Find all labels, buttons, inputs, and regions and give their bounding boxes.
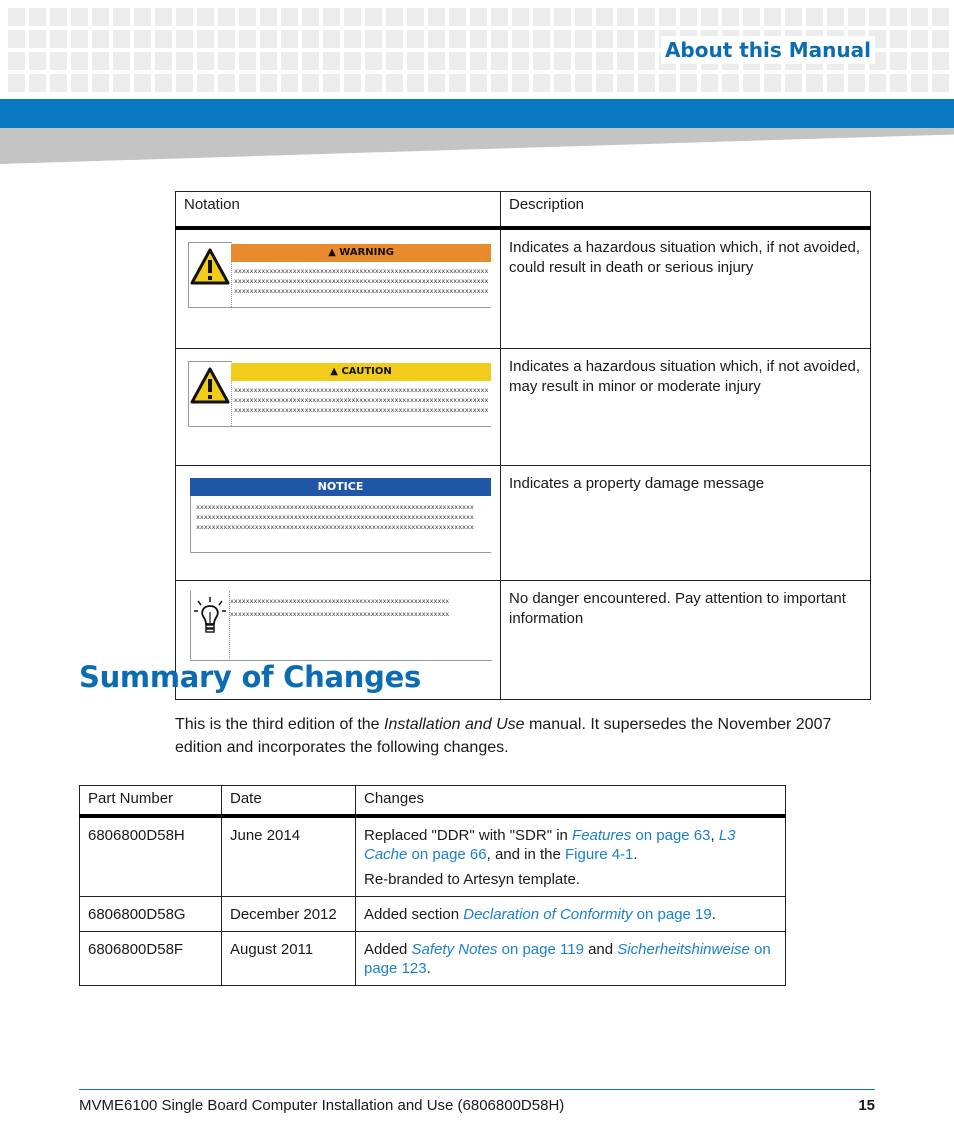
link-page[interactable]: on page 19 bbox=[632, 906, 712, 923]
tip-sample bbox=[190, 591, 492, 661]
header-gray-band bbox=[0, 128, 954, 164]
changes-text: Added section bbox=[364, 906, 464, 923]
changes-text: and bbox=[583, 941, 618, 958]
notice-sample bbox=[190, 478, 491, 542]
link-title[interactable]: Safety Notes bbox=[411, 941, 498, 958]
date-cell: December 2012 bbox=[222, 897, 356, 932]
placeholder-line: xxxxxxxxxxxxxxxxxxxxxxxxxxxxxxxxxxxxxxxxxxxxxxxxxxxxxxxxxxxxxxxxx bbox=[234, 277, 489, 285]
caution-sample bbox=[188, 361, 491, 427]
safety-notes-link[interactable] bbox=[412, 941, 584, 958]
notice-notation-cell bbox=[176, 466, 501, 581]
link-title[interactable]: Features bbox=[572, 827, 632, 844]
intro-text: This is the third edition of the bbox=[175, 716, 384, 733]
page-number: 15 bbox=[858, 1097, 875, 1114]
link-title[interactable]: L3 Cache bbox=[364, 827, 736, 863]
placeholder-line: xxxxxxxxxxxxxxxxxxxxxxxxxxxxxxxxxxxxxxxxxxxxxxxxxxxxxxxxxxxxxxxxxxxxxxx bbox=[196, 503, 474, 511]
caution-placeholder-text bbox=[234, 385, 491, 415]
description-column-header: Description bbox=[501, 192, 871, 229]
changes-text: . bbox=[633, 846, 638, 863]
lightbulb-icon bbox=[192, 595, 228, 639]
link-page[interactable]: on page 119 bbox=[497, 941, 584, 958]
changes-text: Replaced "DDR" with "SDR" in bbox=[364, 827, 573, 844]
notice-placeholder-text bbox=[196, 502, 491, 532]
header-blue-band bbox=[0, 99, 954, 128]
intro-text: manual. It supersedes the November 2007 edition and incorporates the following changes. bbox=[175, 716, 832, 756]
changes-text: . bbox=[426, 960, 431, 977]
part-number-cell: 6806800D58F bbox=[80, 932, 222, 986]
tip-icon-frame bbox=[190, 591, 230, 659]
notation-table bbox=[175, 191, 871, 700]
caution-description: Indicates a hazardous situation which, if not avoided, may result in minor or moderate injury bbox=[501, 349, 871, 466]
tip-placeholder-text bbox=[230, 595, 470, 621]
caution-triangle-frame bbox=[188, 361, 232, 426]
placeholder-line: xxxxxxxxxxxxxxxxxxxxxxxxxxxxxxxxxxxxxxxxxxxxxxxxxxxxxxxx bbox=[230, 610, 450, 618]
table-row bbox=[80, 897, 786, 932]
placeholder-line: xxxxxxxxxxxxxxxxxxxxxxxxxxxxxxxxxxxxxxxxxxxxxxxxxxxxxxxxxxxxxxxxx bbox=[234, 287, 489, 295]
link-title[interactable]: Declaration of Conformity bbox=[463, 906, 633, 923]
sample-border bbox=[188, 307, 491, 308]
footer-document-title: MVME6100 Single Board Computer Installation and Use (6806800D58H) bbox=[79, 1097, 565, 1114]
warning-small-icon: ▲ bbox=[328, 247, 336, 258]
changes-paragraph bbox=[364, 826, 777, 864]
placeholder-line: xxxxxxxxxxxxxxxxxxxxxxxxxxxxxxxxxxxxxxxxxxxxxxxxxxxxxxxxxxxxxxxxx bbox=[234, 396, 489, 404]
table-row bbox=[176, 349, 871, 466]
changes-text: , and in the bbox=[486, 846, 566, 863]
caution-label: CAUTION bbox=[341, 366, 392, 377]
notice-description: Indicates a property damage message bbox=[501, 466, 871, 581]
placeholder-line: xxxxxxxxxxxxxxxxxxxxxxxxxxxxxxxxxxxxxxxxxxxxxxxxxxxxxxxxxxxxxxxxx bbox=[234, 386, 489, 394]
date-header: Date bbox=[222, 786, 356, 817]
caution-label-bar bbox=[231, 363, 491, 381]
warning-sample bbox=[188, 242, 491, 308]
link-page[interactable]: on page 63 bbox=[631, 827, 711, 844]
warning-triangle-icon bbox=[190, 247, 230, 287]
changes-cell bbox=[356, 816, 786, 897]
date-cell: August 2011 bbox=[222, 932, 356, 986]
running-header-title: About this Manual bbox=[661, 36, 875, 64]
changes-paragraph: Re-branded to Artesyn template. bbox=[364, 871, 580, 888]
link-title[interactable]: Sicherheitshinweise bbox=[617, 941, 750, 958]
warning-label: WARNING bbox=[339, 247, 394, 258]
placeholder-line: xxxxxxxxxxxxxxxxxxxxxxxxxxxxxxxxxxxxxxxxxxxxxxxxxxxxxxxxxxxxxxxxxxxxxxx bbox=[196, 523, 474, 531]
tip-description: No danger encountered. Pay attention to important information bbox=[501, 581, 871, 700]
warning-label-bar bbox=[231, 244, 491, 262]
features-link[interactable] bbox=[572, 827, 710, 844]
warning-triangle-frame bbox=[188, 242, 232, 307]
notation-column-header: Notation bbox=[176, 192, 501, 229]
changes-cell bbox=[356, 932, 786, 986]
footer-rule bbox=[79, 1089, 875, 1090]
caution-triangle-icon bbox=[190, 366, 230, 406]
placeholder-line: xxxxxxxxxxxxxxxxxxxxxxxxxxxxxxxxxxxxxxxxxxxxxxxxxxxxxxxxxxxxxxxxxxxxxxx bbox=[196, 513, 474, 521]
caution-notation-cell bbox=[176, 349, 501, 466]
table-row bbox=[80, 932, 786, 986]
warning-notation-cell bbox=[176, 228, 501, 349]
table-row bbox=[80, 816, 786, 897]
caution-small-icon: ▲ bbox=[330, 366, 338, 377]
table-row bbox=[176, 228, 871, 349]
changes-text: , bbox=[710, 827, 719, 844]
declaration-link[interactable] bbox=[463, 906, 711, 923]
part-number-cell: 6806800D58H bbox=[80, 816, 222, 897]
section-heading: Summary of Changes bbox=[79, 660, 421, 694]
table-row bbox=[176, 466, 871, 581]
part-number-header: Part Number bbox=[80, 786, 222, 817]
date-cell: June 2014 bbox=[222, 816, 356, 897]
link-page[interactable]: on page 66 bbox=[407, 846, 487, 863]
warning-placeholder-text bbox=[234, 266, 491, 296]
changes-text: . bbox=[711, 906, 716, 923]
placeholder-line: xxxxxxxxxxxxxxxxxxxxxxxxxxxxxxxxxxxxxxxxxxxxxxxxxxxxxxxx bbox=[230, 597, 450, 605]
changes-cell bbox=[356, 897, 786, 932]
changes-header: Changes bbox=[356, 786, 786, 817]
manual-title: Installation and Use bbox=[384, 716, 525, 733]
changes-header-row bbox=[80, 786, 786, 817]
intro-paragraph bbox=[175, 713, 875, 759]
notice-label-bar: NOTICE bbox=[190, 478, 491, 496]
changes-text: Added bbox=[364, 941, 412, 958]
part-number-cell: 6806800D58G bbox=[80, 897, 222, 932]
warning-description: Indicates a hazardous situation which, if not avoided, could result in death or serious injury bbox=[501, 228, 871, 349]
link-page[interactable]: on page 123 bbox=[364, 941, 771, 977]
placeholder-line: xxxxxxxxxxxxxxxxxxxxxxxxxxxxxxxxxxxxxxxxxxxxxxxxxxxxxxxxxxxxxxxxx bbox=[234, 267, 489, 275]
notation-header-row bbox=[176, 192, 871, 229]
figure-link[interactable]: Figure 4-1 bbox=[565, 846, 634, 863]
placeholder-line: xxxxxxxxxxxxxxxxxxxxxxxxxxxxxxxxxxxxxxxxxxxxxxxxxxxxxxxxxxxxxxxxx bbox=[234, 406, 489, 414]
sample-border bbox=[188, 426, 491, 427]
changes-table bbox=[79, 785, 786, 986]
